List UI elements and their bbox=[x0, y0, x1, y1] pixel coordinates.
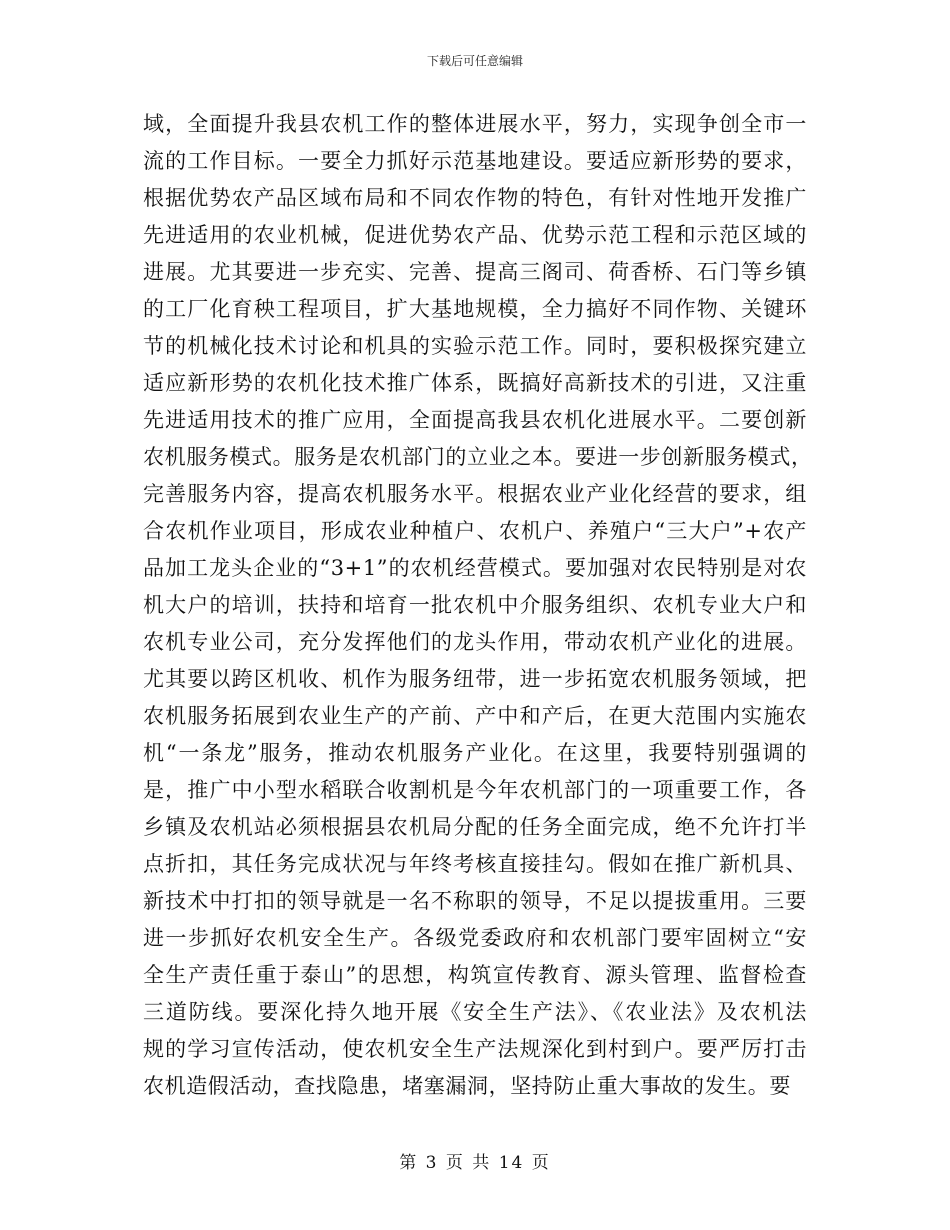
text-line: 流的工作目标。一要全力抓好示范基地建设。要适应新形势的要求， bbox=[143, 149, 807, 173]
text-line: 节的机械化技术讨论和机具的实验示范工作。同时，要积极探究建立 bbox=[143, 334, 807, 358]
text-line: 的工厂化育秧工程项目，扩大基地规模，全力搞好不同作物、关键环 bbox=[143, 297, 807, 321]
text-line: 农机服务拓展到农业生产的产前、产中和产后，在更大范围内实施农 bbox=[143, 704, 807, 728]
text-line: 品加工龙头企业的“3+1”的农机经营模式。要加强对农民特别是对农 bbox=[143, 556, 807, 580]
text-line: 尤其要以跨区机收、机作为服务纽带，进一步拓宽农机服务领域，把 bbox=[143, 667, 807, 691]
text-line: 先进适用的农业机械，促进优势农产品、优势示范工程和示范区域的 bbox=[143, 223, 807, 247]
text-line: 进一步抓好农机安全生产。各级党委政府和农机部门要牢固树立“安 bbox=[143, 926, 807, 950]
text-line: 机“一条龙”服务，推动农机服务产业化。在这里，我要特别强调的 bbox=[143, 741, 807, 765]
text-line: 根据优势农产品区域布局和不同农作物的特色，有针对性地开发推广 bbox=[143, 186, 807, 210]
text-line: 全生产责任重于泰山”的思想，构筑宣传教育、源头管理、监督检查 bbox=[143, 963, 807, 987]
text-line: 机大户的培训，扶持和培育一批农机中介服务组织、农机专业大户和 bbox=[143, 593, 807, 617]
page-number: 第 3 页 共 14 页 bbox=[399, 1153, 551, 1173]
text-line: 新技术中打扣的领导就是一名不称职的领导，不足以提拔重用。三要 bbox=[143, 889, 807, 913]
text-line: 是，推广中小型水稻联合收割机是今年农机部门的一项重要工作，各 bbox=[143, 778, 807, 802]
text-line: 农机造假活动，查找隐患，堵塞漏洞，坚持防止重大事故的发生。要 bbox=[143, 1074, 791, 1098]
text-line: 三道防线。要深化持久地开展《安全生产法》、《农业法》及农机法 bbox=[143, 1000, 807, 1024]
text-line: 适应新形势的农机化技术推广体系，既搞好高新技术的引进，又注重 bbox=[143, 371, 807, 395]
text-line: 完善服务内容，提高农机服务水平。根据农业产业化经营的要求，组 bbox=[143, 482, 807, 506]
text-line: 进展。尤其要进一步充实、完善、提高三阁司、荷香桥、石门等乡镇 bbox=[143, 260, 807, 284]
page-header: 下载后可任意编辑 bbox=[426, 54, 523, 68]
text-line: 规的学习宣传活动，使农机安全生产法规深化到村到户。要严厉打击 bbox=[143, 1037, 807, 1061]
text-line: 乡镇及农机站必须根据县农机局分配的任务全面完成，绝不允许打半 bbox=[143, 815, 807, 839]
text-line: 农机专业公司，充分发挥他们的龙头作用，带动农机产业化的进展。 bbox=[143, 630, 807, 654]
text-line: 域，全面提升我县农机工作的整体进展水平，努力，实现争创全市一 bbox=[143, 112, 807, 136]
text-line: 合农机作业项目，形成农业种植户、农机户、养殖户“三大户”+农产 bbox=[143, 519, 807, 543]
text-line: 点折扣，其任务完成状况与年终考核直接挂勾。假如在推广新机具、 bbox=[143, 852, 807, 876]
body-text bbox=[143, 106, 813, 1105]
text-line: 农机服务模式。服务是农机部门的立业之本。要进一步创新服务模式， bbox=[143, 445, 813, 469]
text-line: 先进适用技术的推广应用，全面提高我县农机化进展水平。二要创新 bbox=[143, 408, 807, 432]
